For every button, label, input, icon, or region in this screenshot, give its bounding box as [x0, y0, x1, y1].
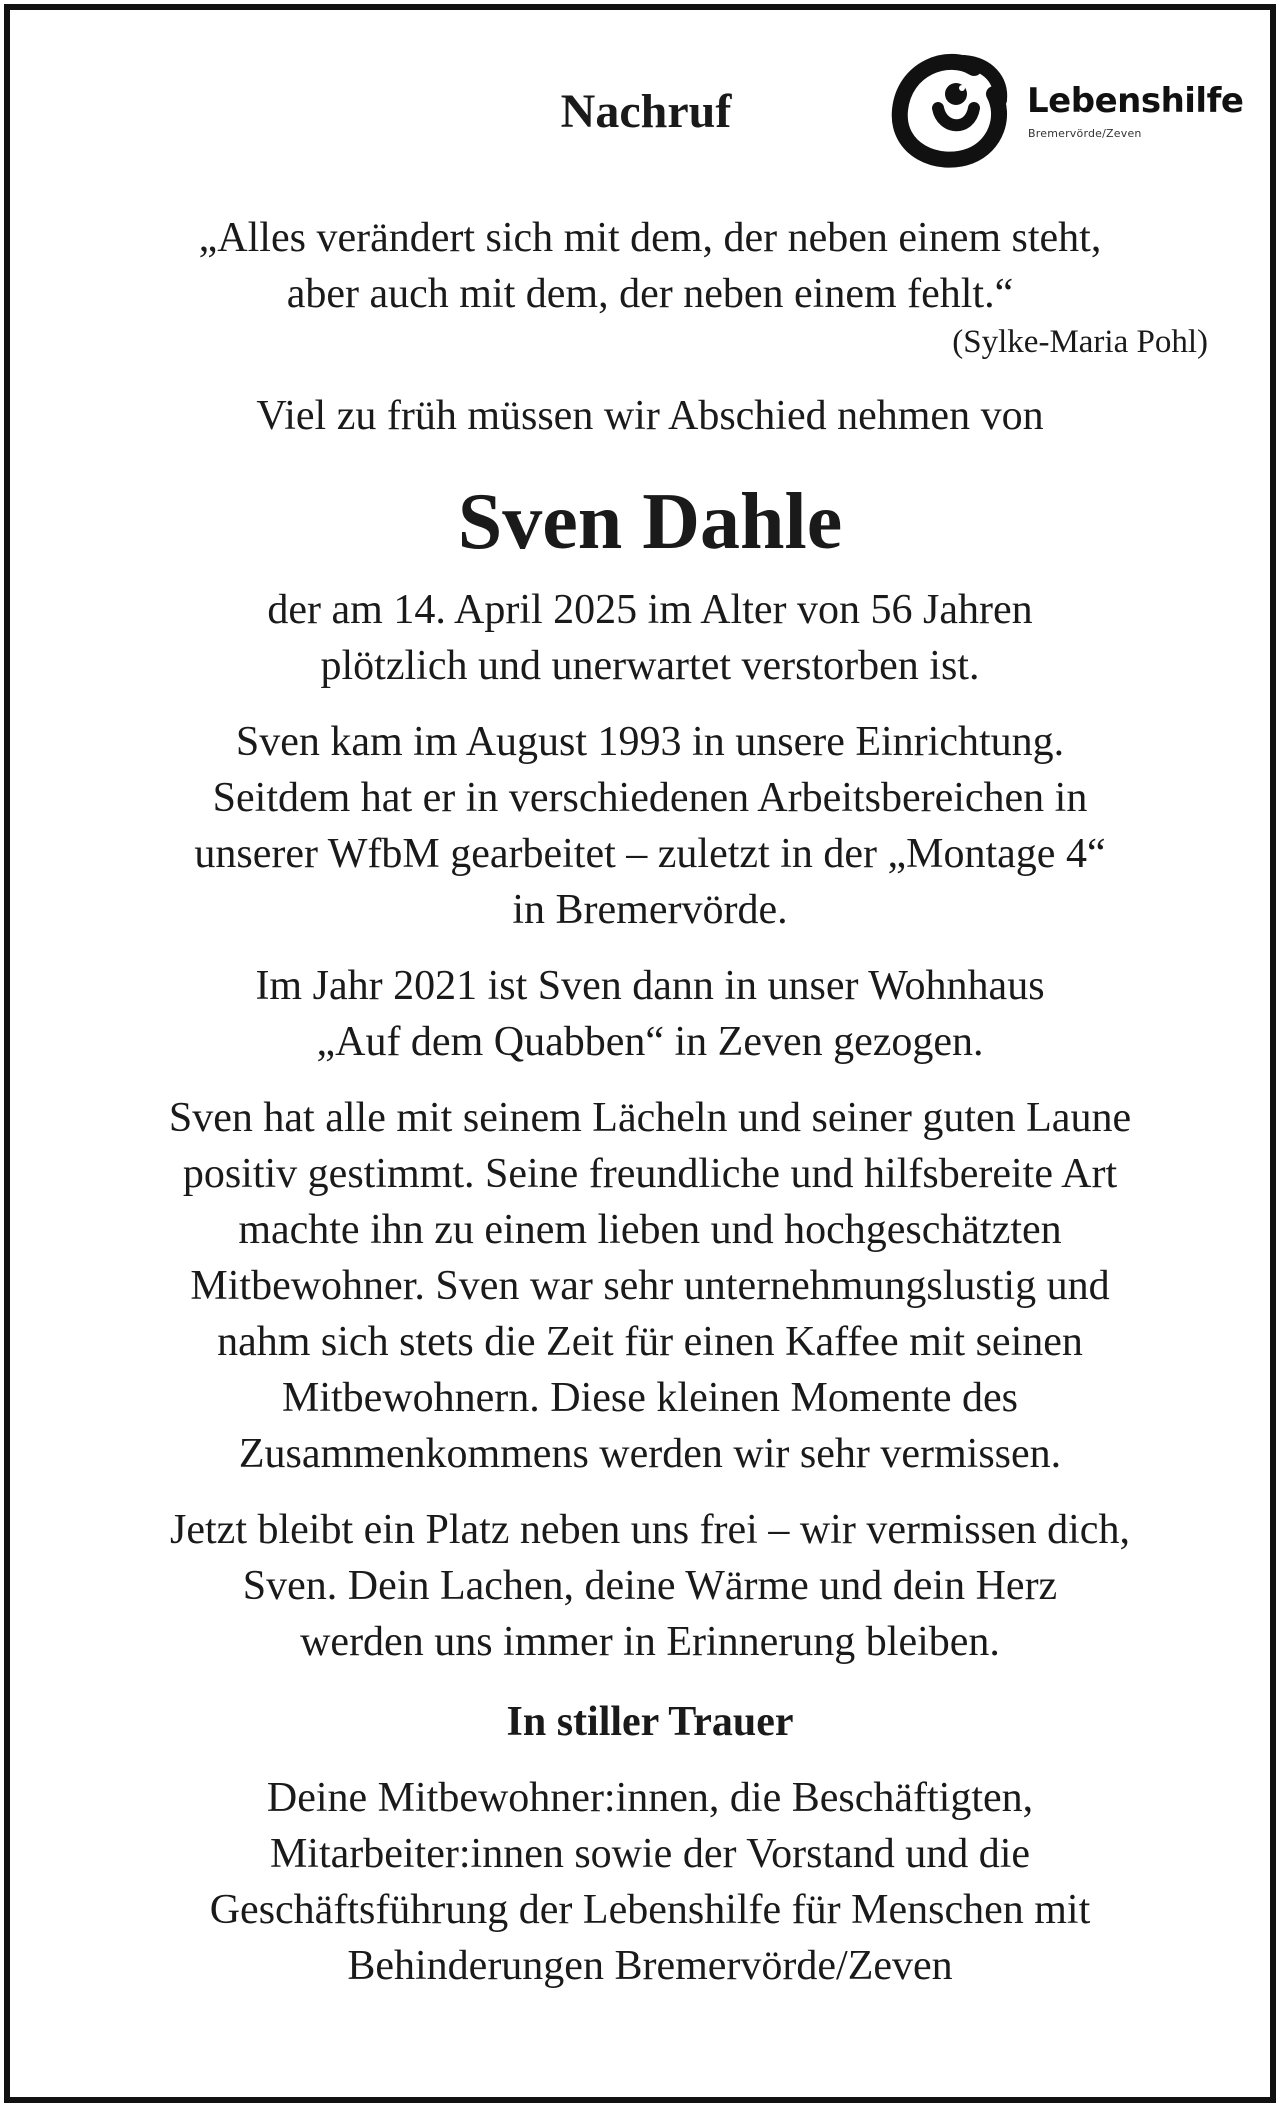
closing-heading: In stiller Trauer [506, 1699, 794, 1745]
text-line: machte ihn zu einem lieben und hochgeschätzten [238, 1207, 1062, 1253]
text-line: nahm sich stets die Zeit für einen Kaffee mit seinen [217, 1319, 1083, 1365]
logo-subtitle: Bremervörde/Zeven [1028, 127, 1142, 140]
signature-line: Mitarbeiter:innen sowie der Vorstand und die [269, 1831, 1031, 1877]
text-line: plötzlich und unerwartet verstorben ist. [320, 643, 980, 689]
paragraph-death-date [50, 582, 1250, 694]
lebenshilfe-logo-mark-icon [890, 50, 1012, 170]
quote-block [50, 210, 1250, 362]
quote-author: (Sylke-Maria Pohl) [952, 324, 1208, 360]
text-line: Mitbewohnern. Diese kleinen Momente des [282, 1375, 1018, 1421]
text-line: positiv gestimmt. Seine freundliche und hilfsbereite Art [182, 1151, 1118, 1197]
text-line: werden uns immer in Erinnerung bleiben. [300, 1619, 1000, 1665]
quote-line: „Alles verändert sich mit dem, der neben einem steht, [198, 215, 1102, 261]
lebenshilfe-logo [890, 50, 1250, 170]
signature-line: Behinderungen Bremervörde/Zeven [347, 1943, 953, 1989]
intro-text: Viel zu früh müssen wir Abschied nehmen von [256, 393, 1044, 439]
paragraph-biography [50, 714, 1250, 938]
text-line: in Bremervörde. [512, 887, 788, 933]
text-line: Sven hat alle mit seinem Lächeln und seiner guten Laune [168, 1095, 1132, 1141]
paragraph-character [50, 1090, 1250, 1482]
deceased-name: Sven Dahle [457, 478, 843, 566]
text-line: Im Jahr 2021 ist Sven dann in unser Wohnhaus [255, 963, 1045, 1009]
text-line: Jetzt bleibt ein Platz neben uns frei – wir vermissen dich, [170, 1507, 1130, 1553]
signature-line: Deine Mitbewohner:innen, die Beschäftigten, [266, 1775, 1034, 1821]
obituary-frame [4, 4, 1276, 2103]
text-line: unserer WfbM gearbeitet – zuletzt in der „Montage 4“ [194, 831, 1106, 877]
signature-block [50, 1770, 1250, 1994]
signature-line: Geschäftsführung der Lebenshilfe für Menschen mit [209, 1887, 1091, 1933]
text-line: Seitdem hat er in verschiedenen Arbeitsbereichen in [212, 775, 1088, 821]
paragraph-residence [50, 958, 1250, 1070]
logo-name: Lebenshilfe [1027, 81, 1244, 121]
text-line: „Auf dem Quabben“ in Zeven gezogen. [316, 1019, 984, 1065]
text-line: Sven kam im August 1993 in unsere Einrichtung. [235, 719, 1065, 765]
quote-text [50, 210, 1250, 322]
header [10, 10, 1270, 190]
text-line: der am 14. April 2025 im Alter von 56 Jahren [267, 587, 1033, 633]
obituary-body [50, 210, 1250, 1994]
quote-line: aber auch mit dem, der neben einem fehlt.“ [286, 271, 1014, 317]
page-title: Nachruf [560, 85, 732, 138]
text-line: Sven. Dein Lachen, deine Wärme und dein Herz [242, 1563, 1058, 1609]
text-line: Zusammenkommens werden wir sehr vermissen. [238, 1431, 1062, 1477]
text-line: Mitbewohner. Sven war sehr unternehmungslustig und [190, 1263, 1110, 1309]
paragraph-farewell [50, 1502, 1250, 1670]
